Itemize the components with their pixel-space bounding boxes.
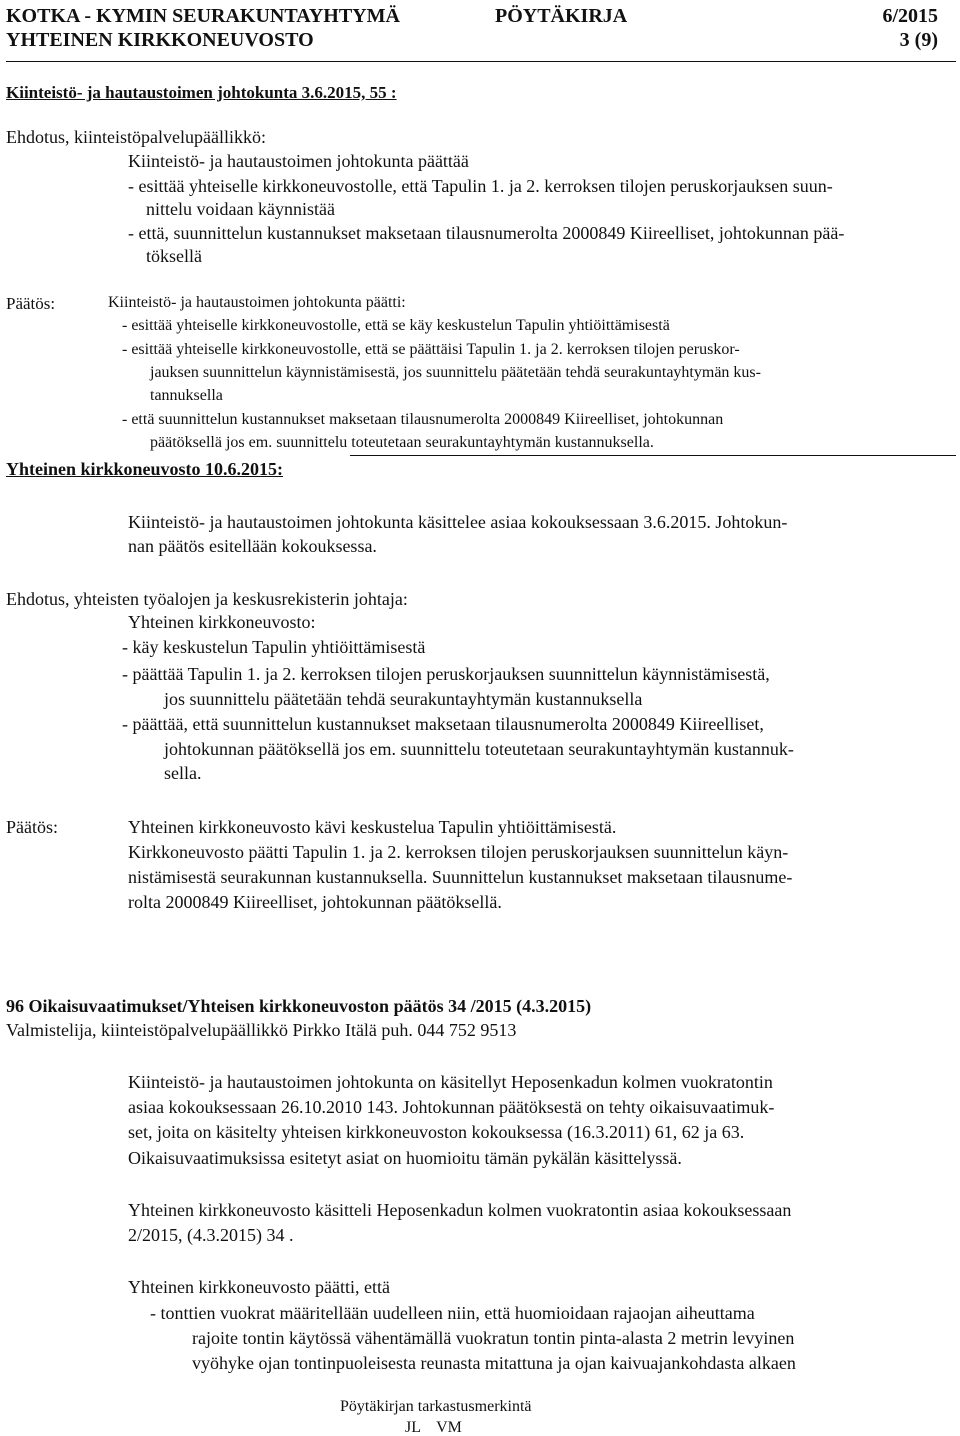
section1-proposal-item-1: - esittää yhteiselle kirkkoneuvostolle, että Tapulin 1. ja 2. kerroksen tilojen peruskorjauksen suun- <box>128 176 833 196</box>
section2-proposal-item-2-cont: jos suunnittelu päätetään tehdä seurakuntayhtymän kustannuksella <box>164 689 643 709</box>
section3-para1-line-3: set, joita on käsitelty yhteisen kirkkoneuvoston kokouksessa (16.3.2011) 61, 62 ja 63. <box>128 1122 745 1142</box>
section1-proposal-intro: Kiinteistö- ja hautaustoimen johtokunta päättää <box>128 151 469 171</box>
section1-decision-item-3: - että suunnittelun kustannukset maksetaan tilausnumerolta 2000849 Kiireelliset, johtokunnan <box>122 411 724 428</box>
section3-para2-line-1: Yhteinen kirkkoneuvosto käsitteli Heposenkadun kolmen vuokratontin asiaa kokouksessaan <box>128 1200 792 1220</box>
section2-heading: Yhteinen kirkkoneuvosto 10.6.2015: <box>6 459 284 479</box>
section3-para1-line-1: Kiinteistö- ja hautaustoimen johtokunta on käsitellyt Heposenkadun kolmen vuokratontin <box>128 1072 773 1092</box>
section3-para2-line-2: 2/2015, (4.3.2015) 34 . <box>128 1225 294 1245</box>
page-number: 3 (9) <box>899 29 938 51</box>
section2-proposal-item-3-cont2: sella. <box>164 763 202 783</box>
section2-proposal-item-3: - päättää, että suunnittelun kustannukset maksetaan tilausnumerolta 2000849 Kiireelliset, <box>122 714 764 734</box>
section3-heading: 96 Oikaisuvaatimukset/Yhteisen kirkkoneuvoston päätös 34 /2015 (4.3.2015) <box>6 996 592 1016</box>
header-rule <box>6 61 956 62</box>
section3-para3-intro: Yhteinen kirkkoneuvosto päätti, että <box>128 1277 390 1297</box>
section2-decision-line-3: nistämisestä seurakunnan kustannuksella. Suunnittelun kustannukset maksetaan tilausnume- <box>128 867 793 887</box>
section2-proposal-item-3-cont: johtokunnan päätöksellä jos em. suunnittelu toteutetaan seurakuntayhtymän kustannuk- <box>164 739 794 759</box>
section1-decision-item-1: - esittää yhteiselle kirkkoneuvostolle, että se käy keskustelun Tapulin yhtiöittämisestä <box>122 317 670 334</box>
footer-label: Pöytäkirjan tarkastusmerkintä <box>340 1398 532 1415</box>
section2-proposal-item-1: - käy keskustelun Tapulin yhtiöittämisestä <box>122 637 426 657</box>
section2-intro: Kiinteistö- ja hautaustoimen johtokunta käsittelee asiaa kokouksessaan 3.6.2015. Johtokun- <box>128 512 788 532</box>
section1-proposal-item-2-cont: töksellä <box>146 246 202 266</box>
section1-heading: Kiinteistö- ja hautaustoimen johtokunta 3.6.2015, 55 : <box>6 83 397 102</box>
org-name: KOTKA - KYMIN SEURAKUNTAYHTYMÄ <box>6 5 400 27</box>
section1-rule <box>350 455 956 456</box>
section2-proposal-title: Ehdotus, yhteisten työalojen ja keskusrekisterin johtaja: <box>6 589 408 609</box>
section1-decision-item-2-cont2: tannuksella <box>150 387 223 404</box>
section1-proposal-item-1-cont: nittelu voidaan käynnistää <box>146 199 335 219</box>
section1-proposal-title: Ehdotus, kiinteistöpalvelupäällikkö: <box>6 127 266 147</box>
section3-preparer: Valmistelija, kiinteistöpalvelupäällikkö Pirkko Itälä puh. 044 752 9513 <box>6 1020 517 1040</box>
doc-type: PÖYTÄKIRJA <box>495 5 628 27</box>
section2-proposal-intro: Yhteinen kirkkoneuvosto: <box>128 612 316 632</box>
section3-bullet-1: - tonttien vuokrat määritellään uudelleen niin, että huomioidaan rajaojan aiheuttama <box>150 1303 755 1323</box>
section2-proposal-item-2: - päättää Tapulin 1. ja 2. kerroksen tilojen peruskorjauksen suunnittelun käynnistämisestä, <box>122 664 770 684</box>
footer-initials: JL VM <box>405 1419 462 1436</box>
section3-para1-line-4: Oikaisuvaatimuksissa esitetyt asiat on huomioitu tämän pykälän käsittelyssä. <box>128 1148 682 1168</box>
org-body: YHTEINEN KIRKKONEUVOSTO <box>6 29 314 51</box>
section3-bullet-1-cont: rajoite tontin käytössä vähentämällä vuokratun tontin pinta-alasta 2 metrin levyinen <box>192 1328 795 1348</box>
section2-decision-line-2: Kirkkoneuvosto päätti Tapulin 1. ja 2. kerroksen tilojen peruskorjauksen suunnittelun käyn- <box>128 842 789 862</box>
section1-decision-item-2-cont: jauksen suunnittelun käynnistämisestä, jos suunnittelu päätetään tehdä seurakuntayhtymän kus- <box>150 364 761 381</box>
section2-decision-label: Päätös: <box>6 817 58 837</box>
section1-decision-item-2: - esittää yhteiselle kirkkoneuvostolle, että se päättäisi Tapulin 1. ja 2. kerroksen tilojen peruskor- <box>122 341 740 358</box>
section2-decision-line-4: rolta 2000849 Kiireelliset, johtokunnan päätöksellä. <box>128 892 502 912</box>
doc-number: 6/2015 <box>882 5 938 27</box>
section3-bullet-1-cont2: vyöhyke ojan tontinpuoleisesta reunasta mitattuna ja ojan kaivuajankohdasta alkaen <box>192 1353 796 1373</box>
section1-decision-label: Päätös: <box>6 294 56 313</box>
section1-proposal-item-2: - että, suunnittelun kustannukset maksetaan tilausnumerolta 2000849 Kiireelliset, johtokunnan pää- <box>128 223 845 243</box>
section2-intro-cont: nan päätös esitellään kokouksessa. <box>128 536 377 556</box>
section2-decision-line-1: Yhteinen kirkkoneuvosto kävi keskustelua Tapulin yhtiöittämisestä. <box>128 817 617 837</box>
section1-decision-item-3-cont: päätöksellä jos em. suunnittelu toteutetaan seurakuntayhtymän kustannuksella. <box>150 434 654 451</box>
section1-decision-intro: Kiinteistö- ja hautaustoimen johtokunta päätti: <box>108 294 406 311</box>
section3-para1-line-2: asiaa kokouksessaan 26.10.2010 143. Johtokunnan päätöksestä on tehty oikaisuvaatimuk- <box>128 1097 775 1117</box>
